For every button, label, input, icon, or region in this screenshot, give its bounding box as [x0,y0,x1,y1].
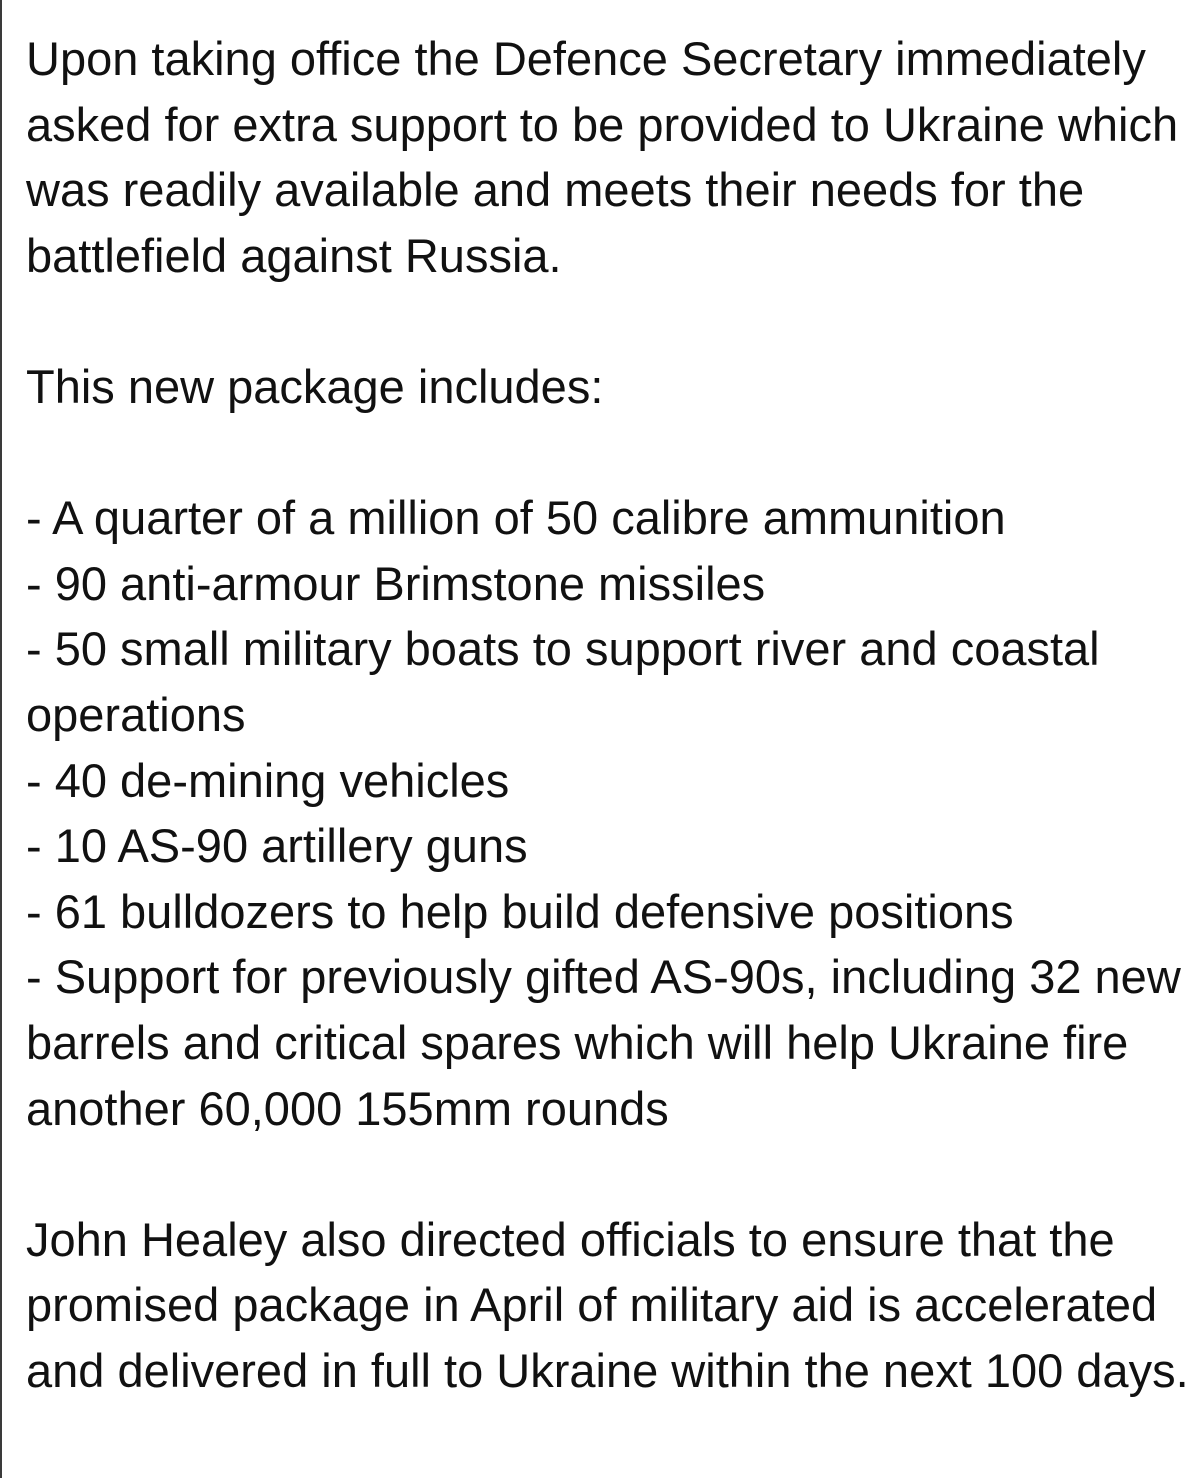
package-item: - A quarter of a million of 50 calibre ammunition [26,491,1006,545]
paragraph-spacer [26,1141,1192,1207]
package-item: - 61 bulldozers to help build defensive positions [26,884,1014,938]
package-item: - 90 anti-armour Brimstone missiles [26,556,766,610]
paragraph-spacer [26,288,1192,354]
paragraph-spacer [26,420,1192,486]
document-body [26,26,1192,1403]
package-item: - 10 AS-90 artillery guns [26,819,528,873]
intro-paragraph: Upon taking office the Defence Secretary immediately asked for extra support to be provided to Ukraine which was readily available and meets their needs for the battlefield against Russia. [26,32,1179,282]
package-item: - 50 small military boats to support river and coastal operations [26,622,1100,741]
closing-paragraph: John Healey also directed officials to ensure that the promised package in April of military aid is accelerated and delivered in full to Ukraine within the next 100 days. [26,1212,1189,1397]
package-items-list [26,485,1192,1141]
package-item: - Support for previously gifted AS-90s, including 32 new barrels and critical spares which will help Ukraine fire another 60,000 155mm rounds [26,950,1181,1135]
package-item: - 40 de-mining vehicles [26,753,510,807]
package-heading: This new package includes: [26,359,604,413]
left-border [0,0,2,1478]
